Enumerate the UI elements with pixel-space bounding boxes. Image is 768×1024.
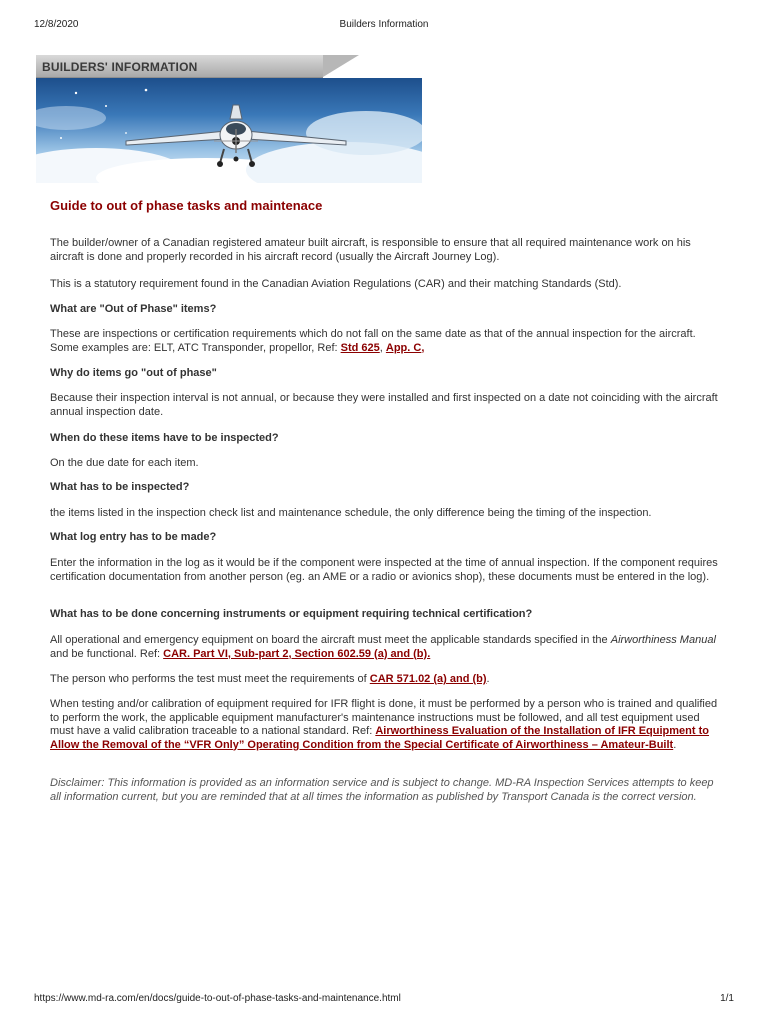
answer-when-inspected: On the due date for each item. [50,457,199,469]
answer-what-inspected: the items listed in the inspection check list and maintenance schedule, the only difference being the timing of the inspection. [50,507,652,519]
banner-label: BUILDERS' INFORMATION [42,60,198,74]
answer-out-of-phase: These are inspections or certification requirements which do not fall on the same date as that of the annual inspection for the aircraft. Some examples are: ELT, ATC Transponder, propellor, Ref: Std 625, App. C, [50,328,696,354]
question-out-of-phase: What are "Out of Phase" items? [50,303,217,315]
question-why-out-of-phase: Why do items go "out of phase" [50,367,217,379]
ref-car-571-02-link[interactable]: CAR 571.02 (a) and (b) [369,673,487,685]
answer-why-out-of-phase: Because their inspection interval is not annual, or because they were installed and first inspected on a date not coinciding with the aircraft annual inspection date. [50,392,718,418]
ref-std-625-link[interactable]: Std 625 [340,341,380,354]
banner-tab [36,55,323,78]
ref-app-c-link[interactable]: App. C [385,341,422,354]
ref-ifr-airworthiness-link[interactable]: Airworthiness Evaluation of the Installation of IFR Equipment to Allow the Removal of the “VFR Only” Operating Condition from the Special Certificate of Airworthiness – Amateur-Built [50,725,709,751]
question-log-entry: What log entry has to be made? [50,531,217,543]
answer-instruments: All operational and emergency equipment on board the aircraft must meet the applicable standards specified in the Airworthiness Manual and be functional. Ref: CAR. Part VI, Sub-part 2, Section 602.59 (a) and (b). [50,634,716,660]
question-when-inspected: When do these items have to be inspected? [50,432,279,444]
ref-car-602-59-link[interactable]: CAR. Part VI, Sub-part 2, Section 602.59 (a) and (b). [163,647,431,660]
page-title: Guide to out of phase tasks and maintenace [50,198,323,213]
print-date: 12/8/2020 [34,19,79,30]
disclaimer: Disclaimer: This information is provided as an information service and is subject to change. MD-RA Inspection Services attempts to keep all information current, but you are reminded that at all times the information as published by Transport Canada is the correct version. [50,777,714,803]
builders-info-banner [36,55,422,183]
answer-log-entry: Enter the information in the log as it would be if the component were inspected at the time of annual inspection. If the component requires certification documentation from another person (eg. an AME or a radio or avionics shop), these documents must be entered in the log). [50,557,718,583]
intro-paragraph-2: This is a statutory requirement found in the Canadian Aviation Regulations (CAR) and their matching Standards (Std). [50,278,622,290]
print-page-number: 1/1 [720,993,734,1004]
print-url: https://www.md-ra.com/en/docs/guide-to-out-of-phase-tasks-and-maintenance.html [34,993,401,1004]
intro-paragraph-1: The builder/owner of a Canadian registered amateur built aircraft, is responsible to ensure that all required maintenance work on his aircraft is done and properly recorded in his aircraft record (usually the Aircraft Journey Log). [50,237,691,263]
answer-person-requirements: The person who performs the test must meet the requirements of CAR 571.02 (a) and (b). [50,673,490,685]
question-what-inspected: What has to be inspected? [50,481,190,493]
airplane-in-clouds-icon [36,78,422,183]
answer-ifr-calibration: When testing and/or calibration of equipment required for IFR flight is done, it must be performed by a person who is trained and qualified to perform the work, the applicable equipment manufacturer's maintenance instructions must be followed, and all test equipment used must have a valid calibration traceable to a national standard. Ref: Airworthiness Evaluation of the Installation of IFR Equipment to Allow the Removal of the “VFR Only” Operating Condition from the Special Certificate of Airworthiness – Amateur-Built. [50,698,718,751]
print-title: Builders Information [339,19,429,30]
question-instruments: What has to be done concerning instruments or equipment requiring technical certification? [50,608,533,620]
